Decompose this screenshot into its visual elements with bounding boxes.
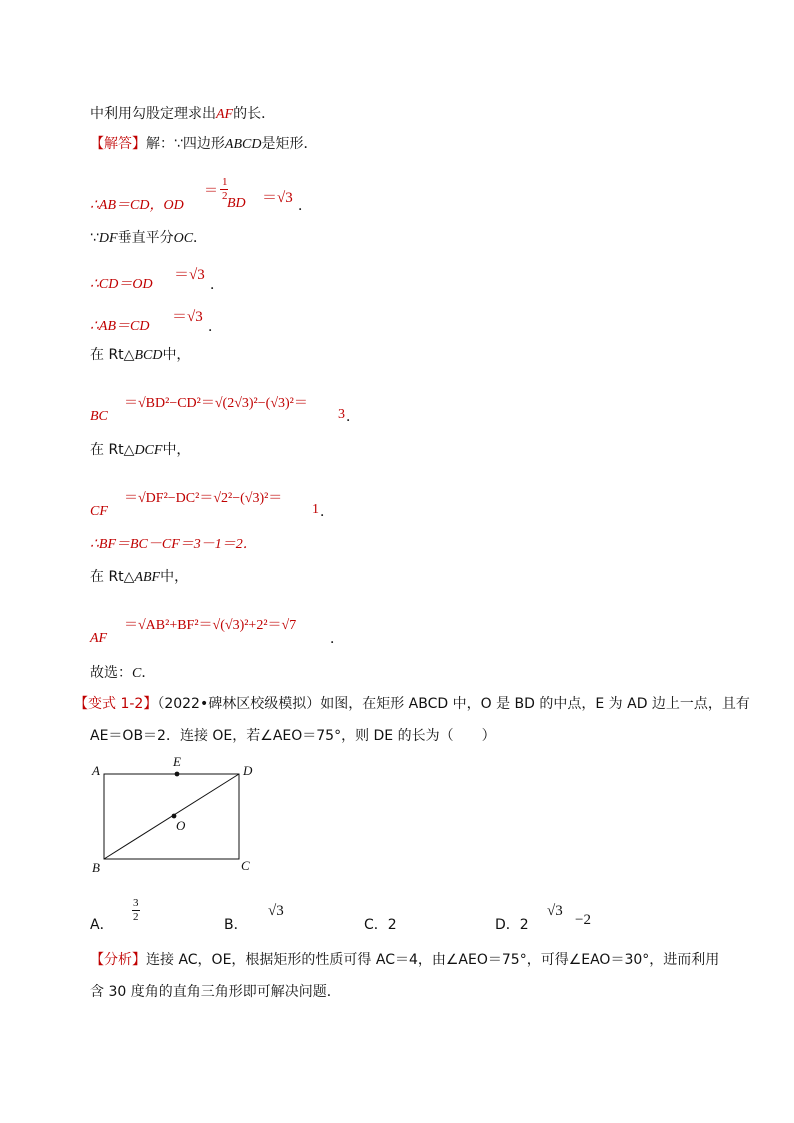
- answer-end: 是矩形．: [261, 136, 318, 152]
- step4-end: ．: [208, 319, 222, 335]
- step1-rhs: ＝√3: [262, 190, 293, 206]
- choose-var: C: [132, 666, 142, 681]
- step4-lhs: ∴AB＝CD: [90, 319, 150, 334]
- variant-tag: 【变式 1-2】: [74, 696, 158, 712]
- label-b: B: [92, 860, 100, 875]
- label-e: E: [173, 754, 181, 769]
- step2-var: DF: [98, 231, 118, 246]
- bf-line: ∴BF＝BC－CF＝3－1＝2．: [90, 537, 257, 552]
- label-a: A: [92, 763, 100, 778]
- analysis-text1: 连接 AC，OE，根据矩形的性质可得 AC＝4，由∠AEO＝75°，可得∠EAO＝30°，进而利用: [146, 952, 720, 968]
- option-a-num: 3: [133, 897, 139, 909]
- option-a-den: 2: [133, 911, 139, 923]
- label-o: O: [176, 818, 186, 833]
- diagonal-bd: [104, 774, 239, 859]
- step2-pre: ∵: [90, 230, 99, 246]
- tri1-var: BCD: [134, 348, 163, 363]
- choose-end: ．: [141, 665, 156, 681]
- step1-end: ．: [298, 198, 312, 214]
- tri2-var: DCF: [134, 443, 163, 458]
- label-d: D: [243, 763, 253, 778]
- af-lhs: AF: [90, 631, 108, 646]
- tri2-pre: 在 Rt△: [90, 442, 135, 458]
- label-c: C: [241, 858, 250, 873]
- option-b-label[interactable]: B．: [224, 917, 248, 933]
- cf-result: 1: [312, 502, 319, 517]
- bc-result: 3: [338, 407, 345, 422]
- step2-var2: OC: [173, 231, 194, 246]
- option-a-label[interactable]: A．: [90, 917, 114, 933]
- tri1-post: 中，: [162, 347, 191, 363]
- step3-end: ．: [210, 277, 224, 293]
- bc-end: ．: [346, 409, 360, 425]
- bc-expr: ＝√BD²−CD²＝√(2√3)²−(√3)²＝: [124, 396, 308, 411]
- step2-mid: 垂直平分: [117, 230, 174, 246]
- analysis-tag: 【分析】: [90, 952, 146, 968]
- step1-lhs: ∴AB＝CD，OD: [90, 198, 184, 213]
- step3-rhs: ＝√3: [174, 267, 205, 283]
- answer-text: 解：∵四边形: [146, 136, 225, 152]
- variant-line2: AE＝OB＝2．连接 OE，若∠AEO＝75°，则 DE 的长为（ ）: [90, 728, 496, 744]
- step1-frac-num: 1: [222, 176, 228, 188]
- answer-tag: 【解答】: [90, 136, 146, 152]
- cf-end: ．: [320, 504, 334, 520]
- choose-pre: 故选：: [90, 665, 132, 681]
- step4-rhs: ＝√3: [172, 309, 203, 325]
- tri3-var: ABF: [134, 570, 161, 585]
- step3-lhs: ∴CD＝OD: [90, 277, 153, 292]
- option-b-val: √3: [268, 903, 284, 919]
- variant-source: （2022•碑林区校级模拟）: [157, 696, 321, 712]
- step1-frac-den: 2: [222, 190, 228, 202]
- bc-lhs: BC: [90, 409, 108, 424]
- af-end: ．: [330, 631, 344, 647]
- intro-text: 中利用勾股定理求出: [90, 106, 216, 122]
- answer-var: ABCD: [224, 137, 262, 152]
- step1-eq: ＝: [204, 184, 218, 199]
- tri2-post: 中，: [162, 442, 191, 458]
- option-c-label[interactable]: C．2: [364, 917, 397, 933]
- intro-var: AF: [216, 107, 234, 122]
- tri1-pre: 在 Rt△: [90, 347, 135, 363]
- cf-lhs: CF: [90, 504, 108, 519]
- variant-text1: 如图，在矩形 ABCD 中，O 是 BD 的中点，E 为 AD 边上一点，且有: [320, 696, 750, 712]
- tri3-pre: 在 Rt△: [90, 569, 135, 585]
- analysis-line1: [90, 950, 719, 970]
- tri3-post: 中，: [160, 569, 189, 585]
- cf-expr: ＝√DF²−DC²＝√2²−(√3)²＝: [124, 491, 283, 506]
- step1-bd: BD: [227, 196, 246, 211]
- intro-end: 的长．: [233, 106, 276, 122]
- option-d-val: √3: [547, 903, 563, 919]
- point-e: [175, 772, 180, 777]
- analysis-line2: 含 30 度角的直角三角形即可解决问题．: [90, 984, 341, 1000]
- step2-end: ．: [193, 230, 208, 246]
- af-expr: ＝√AB²+BF²＝√(√3)²+2²＝√7: [124, 618, 297, 633]
- option-d-label[interactable]: D．2: [495, 917, 529, 933]
- option-d-tail: −2: [575, 912, 591, 928]
